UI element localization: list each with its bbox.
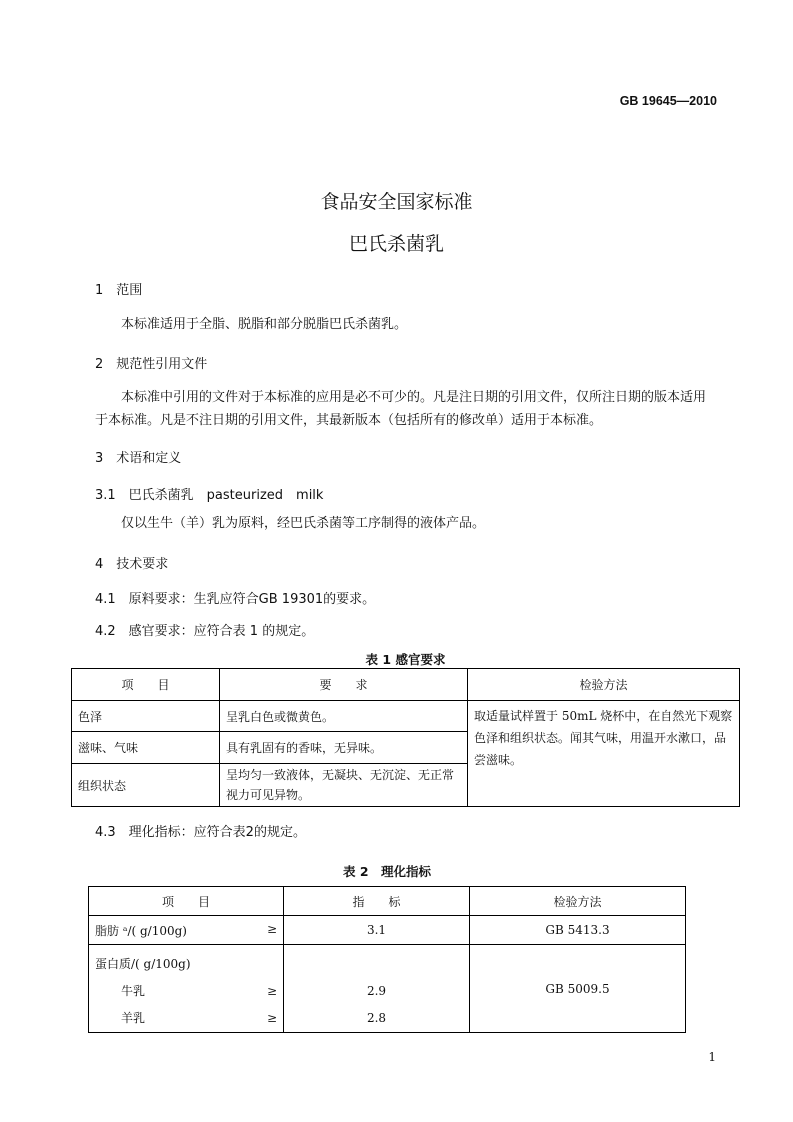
standard-number: GB 19645—2010 [619, 94, 717, 108]
ge-sign: ≥ [266, 1011, 277, 1025]
table-1-header-item: 项 目 [72, 669, 220, 701]
section-3-1-body: 仅以生牛（羊）乳为原料，经巴氏杀菌等工序制得的液体产品。 [121, 516, 486, 531]
section-4-3: 4.3 理化指标：应符合表2的规定。 [95, 825, 306, 840]
document-subtitle: 巴氏杀菌乳 [348, 233, 444, 255]
table-2 [88, 886, 686, 1033]
protein-cow-value: 2.9 [366, 984, 387, 998]
table-1-method: 取适量试样置于 50mL 烧杯中，在自然光下观察色泽和组织状态。闻其气味，用温开水漱口，品尝滋味。 [468, 701, 740, 807]
table-1 [71, 668, 740, 807]
table-2-protein-item [89, 945, 284, 1033]
table-1-row-item: 组织状态 [72, 764, 220, 807]
protein-sub-goat [95, 1005, 277, 1032]
section-2-body: 本标准中引用的文件对于本标准的应用是必不可少的。凡是注日期的引用文件，仅所注日期的版本适用于本标准。凡是不注日期的引用文件，其最新版本（包括所有的修改单）适用于本标准。 [95, 390, 707, 428]
page-number: 1 [708, 1050, 716, 1064]
table-1-header-req: 要 求 [220, 669, 468, 701]
section-1-heading: 1 范围 [95, 283, 143, 298]
table-1-row-req: 具有乳固有的香味，无异味。 [220, 732, 468, 764]
table-1-header-method: 检验方法 [468, 669, 740, 701]
ge-sign: ≥ [266, 984, 277, 998]
table-2-header-value: 指 标 [284, 887, 470, 916]
ge-sign: ≥ [266, 921, 277, 936]
table-2-protein-values [284, 945, 470, 1033]
section-2-heading: 2 规范性引用文件 [95, 357, 208, 372]
table-2-fat-value: 3.1 [284, 916, 470, 945]
protein-sub-goat-label: 羊乳 [121, 1011, 146, 1025]
protein-label: 蛋白质/( g/100g) [95, 957, 191, 971]
table-2-header-item: 项 目 [89, 887, 284, 916]
protein-sub-cow [95, 978, 277, 1005]
section-4-heading: 4 技术要求 [95, 557, 169, 572]
section-3-heading: 3 术语和定义 [95, 451, 182, 466]
protein-sub-cow-label: 牛乳 [121, 984, 146, 998]
protein-goat-value: 2.8 [366, 1011, 387, 1025]
table-1-row-req: 呈乳白色或微黄色。 [220, 701, 468, 732]
table-2-caption: 表 2 理化指标 [342, 864, 432, 879]
table-1-row-req: 呈均匀一致液体，无凝块、无沉淀、无正常视力可见异物。 [220, 764, 468, 807]
fat-label: 脂肪 ᵃ/( g/100g) [95, 923, 187, 938]
section-1-body: 本标准适用于全脂、脱脂和部分脱脂巴氏杀菌乳。 [121, 317, 408, 332]
table-1-row-item: 色泽 [72, 701, 220, 732]
table-1-caption: 表 1 感官要求 [365, 652, 446, 667]
table-2-fat-item [89, 916, 284, 945]
table-1-row-item: 滋味、气味 [72, 732, 220, 764]
section-4-2: 4.2 感官要求：应符合表 1 的规定。 [95, 624, 315, 639]
document-title: 食品安全国家标准 [320, 191, 473, 213]
table-2-header-method: 检验方法 [470, 887, 686, 916]
section-4-1: 4.1 原料要求：生乳应符合GB 19301的要求。 [95, 592, 376, 607]
section-3-1-heading: 3.1 巴氏杀菌乳 pasteurized milk [95, 488, 324, 503]
table-2-fat-method: GB 5413.3 [470, 916, 686, 945]
table-2-protein-method: GB 5009.5 [470, 945, 686, 1033]
